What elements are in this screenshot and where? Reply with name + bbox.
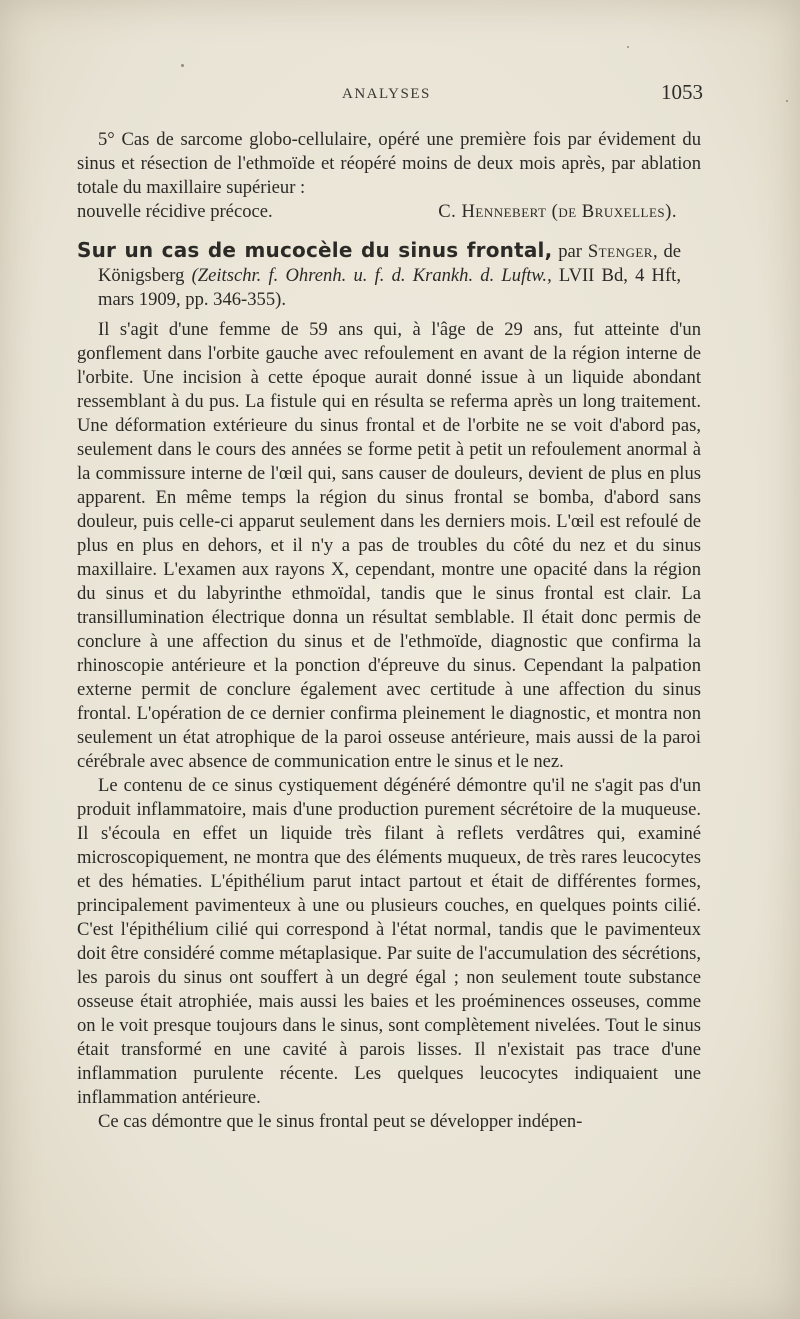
article-by: par [552,241,588,262]
article-author-location: , de Königsberg [98,241,681,286]
previous-line-2: évidement du sinus et résection de l'ethmoïde et réopéré moins [77,129,702,174]
article-heading [77,238,701,312]
paragraph-conclusion: Ce cas démontre que le sinus frontal peut se développer indépen- [98,1111,583,1132]
previous-line-3: de deux mois après, par ablation totale du maxillaire supérieur : [77,153,701,198]
article-author: Stenger [587,241,653,262]
article-citation: LVII Bd, 4 Hft, mars 1909, pp. 346-355). [98,265,681,310]
paragraph-case-history: Il s'agit d'une femme de 59 ans qui, à l'âge de 29 ans, fut atteinte d'un gonflement dans l'orbite gauche avec refoulement en avant de la région interne de l'orbite. Une incision à cette époque aurait donné issue à un liquide abondant ressemblant à du pus. La fistule qui en résulta se referma après un long traitement. Une déformation extérieure du sinus frontal et de l'orbite ne se voit d'abord pas, seulement dans le cours des années se forme petit à petit un refoulement anormal à la commissure interne de l'œil qui, sans causer de douleurs, devient de plus en plus apparent. En même temps la région du sinus frontal se bomba, d'abord sans douleur, puis celle-ci apparut seulement dans les derniers mois. L'œil est refoulé de plus en plus en dehors, et il n'y a pas de troubles du côté du nez et du sinus maxillaire. L'examen aux rayons X, cependant, montre une opacité dans la région du sinus et du labyrinthe ethmoïdal, tandis que le sinus frontal est clair. La transillumination électrique donna un résultat semblable. Il était donc permis de conclure à une affection du sinus et de l'ethmoïde, diagnostic que confirma la rhinoscopie antérieure et la ponction d'épreuve du sinus. Cependant la palpation externe permit de conclure également avec certitude à une affection du sinus frontal. L'opération de ce dernier confirma pleinement le diagnostic, et montra non seulement un état atrophique de la paroi osseuse antérieure, mais aussi de la paroi cérébrale avec absence de communication entre le sinus et le nez. [77,319,701,772]
running-head: ANALYSES [342,86,431,102]
previous-entry [77,128,701,200]
reviewer-signature: C. Hennebert (de Bruxelles). [438,201,677,222]
previous-line-4: nouvelle récidive précoce. [77,201,273,222]
body-text [77,128,701,1134]
article-journal: (Zeitschr. f. Ohrenh. u. f. d. Krankh. d. Luftw., [191,265,552,286]
previous-signature-line [77,200,701,224]
previous-line-1: 5° Cas de sarcome globo-cellulaire, opéré une première fois par [98,129,592,150]
ink-speck [627,46,629,48]
page-number: 1053 [661,80,703,104]
article-title: Sur un cas de mucocèle du sinus frontal, [77,238,553,262]
ink-speck [786,100,788,102]
ink-speck [181,64,184,67]
paragraph-histology: Le contenu de ce sinus cystiquement dégénéré démontre qu'il ne s'agit pas d'un produit inflammatoire, mais d'une production purement sécrétoire de la muqueuse. Il s'écoula en effet un liquide très filant à reflets verdâtres qui, examiné microscopiquement, ne montra que des éléments muqueux, de très rares leucocytes et des hématies. L'épithélium parut intact partout et était de différentes formes, principalement pavimenteux à une ou plusieurs couches, en quelques points cilié. C'est l'épithélium cilié qui correspond à l'état normal, tandis que le pavimenteux doit être considéré comme métaplasique. Par suite de l'accumulation des sécrétions, les parois du sinus ont souffert à un degré égal ; non seulement toute substance osseuse était atrophiée, mais aussi les baies et les proéminences osseuses, comme on le voit presque toujours dans le sinus, sont complètement nivelées. Tout le sinus était transformé en une cavité à parois lisses. Il n'existait pas trace d'une inflammation purulente récente. Les quelques leucocytes indiquaient une inflammation antérieure. [77,775,701,1108]
